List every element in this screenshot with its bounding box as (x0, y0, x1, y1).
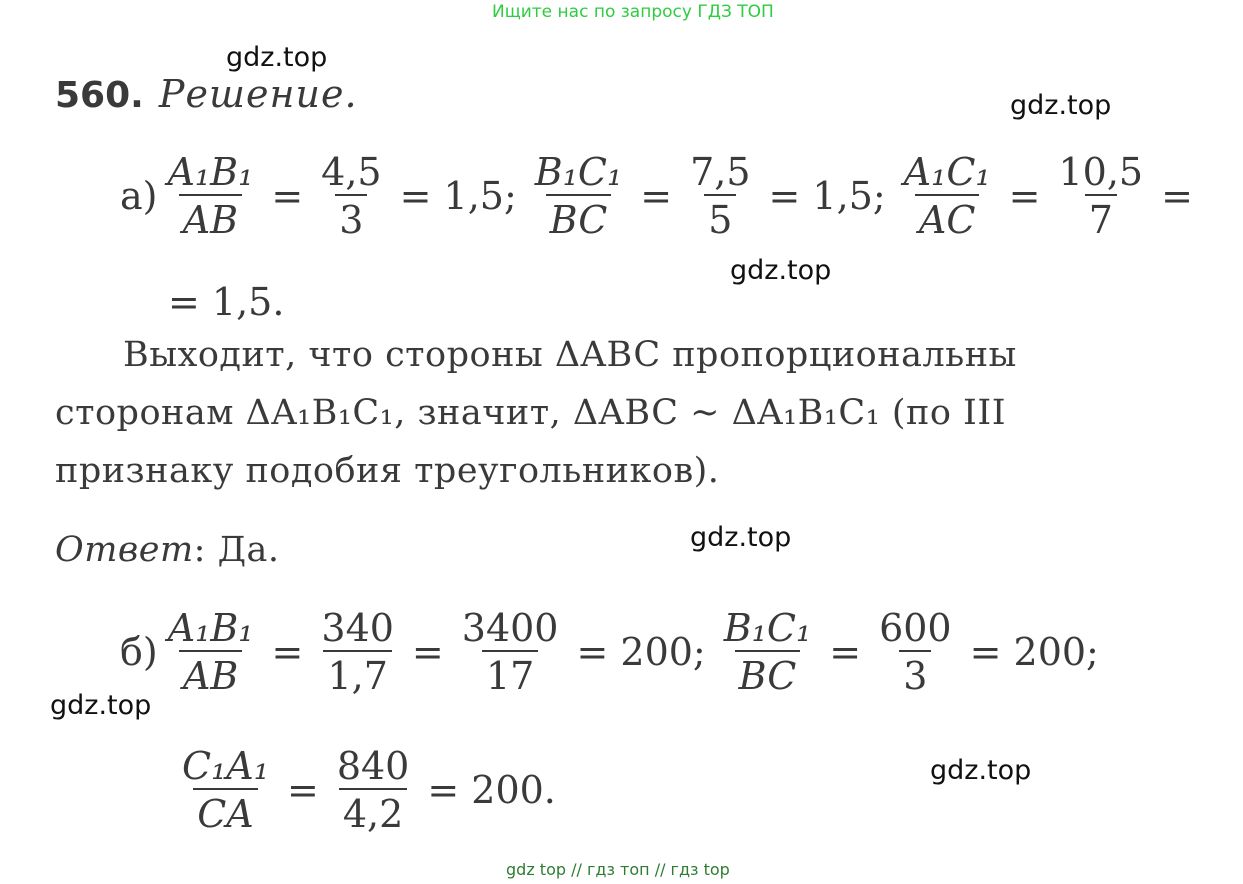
fraction: $\frac{\text{A₁C₁}}{AC}$ (903, 150, 991, 242)
part-a-continuation: = 1,5. (168, 280, 285, 324)
fraction: $\frac{10,5}{7}$ (1058, 150, 1144, 242)
watermark: gdz.top (930, 755, 1032, 786)
fraction: $\frac{\text{B₁C₁}}{BC}$ (534, 150, 623, 242)
watermark: gdz.top (226, 42, 328, 73)
part-b-label: б) (120, 630, 158, 674)
problem-heading (55, 72, 358, 116)
result: = 200. (427, 768, 556, 812)
result: = 200; (576, 630, 706, 674)
footer-links[interactable]: gdz top // гдз топ // гдз top (506, 860, 730, 879)
part-a-label: а) (120, 174, 158, 218)
answer-label: Ответ (55, 530, 194, 570)
fraction: $\frac{\text{B₁C₁}}{BC}$ (723, 606, 812, 698)
problem-title: Решение. (158, 72, 358, 116)
fraction: $\frac{7,5}{5}$ (690, 150, 751, 242)
answer-value: : Да. (193, 530, 280, 570)
fraction: $\frac{\text{A₁B₁}}{AB}$ (167, 150, 254, 242)
part-a-equation: а) $\frac{\text{A₁B₁}}{AB}$ = $\frac{4,5}{3}$ = 1,5; $\frac{\text{B₁C₁}}{BC}$ = $\frac{7,5}{5}$ = 1,5; $\frac{\text{A₁C₁}}{AC}$ = $\frac{10,5}{7}$ = (120, 150, 1193, 242)
fraction: $\frac{600}{3}$ (879, 606, 952, 698)
result: = 1,5; (768, 174, 886, 218)
watermark: gdz.top (730, 255, 832, 286)
fraction: $\frac{4,5}{3}$ (321, 150, 382, 242)
fraction: $\frac{\text{C₁A₁}}{CA}$ (182, 744, 269, 836)
part-b-equation: б) $\frac{\text{A₁B₁}}{AB}$ = $\frac{340}{1,7}$ = $\frac{3400}{17}$ = 200; $\frac{\text{B₁C₁}}{BC}$ = $\frac{600}{3}$ = 200; (120, 606, 1099, 698)
part-b-equation-2: $\frac{\text{C₁A₁}}{CA}$ = $\frac{840}{4,2}$ = 200. (172, 746, 564, 834)
result: = 200; (969, 630, 1099, 674)
equals-sign: = (1161, 174, 1193, 218)
search-hint-link[interactable]: Ищите нас по запросу ГДЗ ТОП (492, 2, 774, 22)
watermark: gdz.top (50, 690, 152, 721)
fraction: $\frac{\text{A₁B₁}}{AB}$ (167, 606, 254, 698)
answer (55, 530, 280, 570)
fraction: $\frac{3400}{17}$ (461, 606, 559, 698)
fraction: $\frac{340}{1,7}$ (321, 606, 394, 698)
paragraph-line: Выходит, что стороны ΔABC пропорциональны (123, 335, 1017, 375)
watermark: gdz.top (690, 522, 792, 553)
paragraph-line: сторонам ΔA₁B₁C₁, значит, ΔABC ~ ΔA₁B₁C₁ (по III (55, 393, 1007, 433)
watermark: gdz.top (1010, 90, 1112, 121)
fraction: $\frac{840}{4,2}$ (336, 744, 410, 836)
problem-number: 560. (55, 75, 144, 116)
result: = 1,5; (399, 174, 517, 218)
paragraph-line: признаку подобия треугольников). (55, 451, 720, 491)
